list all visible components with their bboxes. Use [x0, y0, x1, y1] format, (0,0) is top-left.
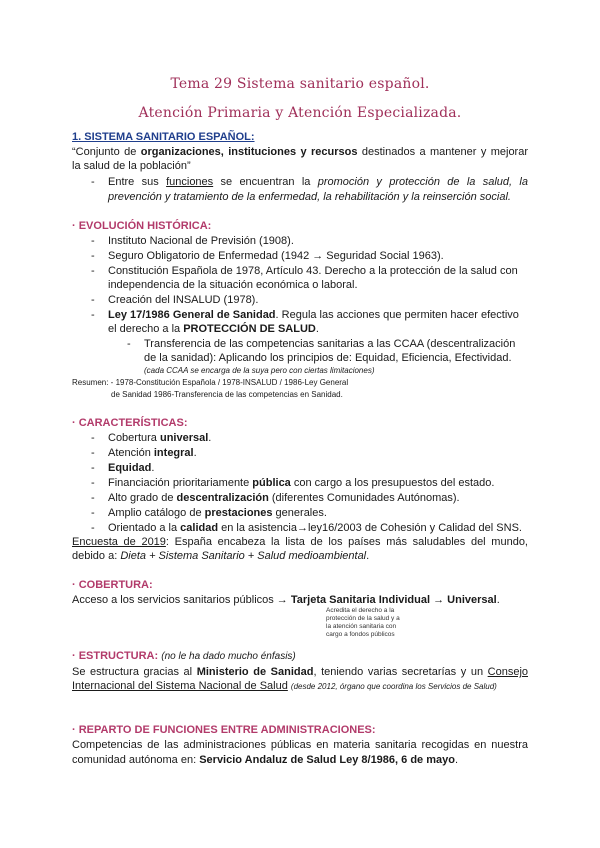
- encuesta-line2: debido a: Dieta + Sistema Sanitario + Salud medioambiental.: [72, 550, 370, 562]
- car-item-4: Financiación prioritariamente pública con cargo a los presupuestos del estado.: [108, 477, 495, 489]
- bullet-dash: -: [91, 492, 95, 504]
- car-item-5: Alto grado de descentralización (diferentes Comunidades Autónomas).: [108, 492, 460, 504]
- bullet-dash: -: [91, 432, 95, 444]
- bullet-dash: -: [91, 176, 95, 188]
- bullet-dash: -: [127, 338, 131, 350]
- evol-item-5a: Ley 17/1986 General de Sanidad. Regula las acciones que permiten hacer efectivo: [108, 309, 519, 321]
- doc-title-line1: Tema 29 Sistema sanitario español.: [170, 76, 430, 92]
- estructura-line1: Se estructura gracias al Ministerio de Sanidad, teniendo varias secretarías y un Consejo: [72, 666, 528, 678]
- section-heading-caracteristicas: · CARACTERÍSTICAS:: [72, 417, 188, 429]
- bullet-dash: -: [91, 294, 95, 306]
- tarjeta-note-line1: Acredita el derecho a la: [326, 607, 395, 614]
- car-item-2: Atención integral.: [108, 447, 197, 459]
- evol-item-3a: Constitución Española de 1978, Artículo 43. Derecho a la protección de la salud con: [108, 265, 518, 277]
- definition-line1: “Conjunto de organizaciones, instituciones y recursos destinados a mantener y mejorar: [72, 146, 529, 158]
- section-heading-evolucion: · EVOLUCIÓN HISTÓRICA:: [72, 220, 212, 232]
- cobertura-text: Acceso a los servicios sanitarios públicos → Tarjeta Sanitaria Individual → Universal.: [72, 594, 500, 606]
- tarjeta-note-line4: cargo a fondos públicos: [326, 631, 395, 638]
- bullet-dash: -: [91, 265, 95, 277]
- bullet-dash: -: [91, 477, 95, 489]
- tarjeta-note-line3: la atención sanitaria con: [326, 623, 397, 630]
- tarjeta-note-line2: protección de la salud y a: [326, 615, 400, 622]
- evol-item-1: Instituto Nacional de Previsión (1908).: [108, 235, 294, 247]
- bullet-dash: -: [91, 447, 95, 459]
- car-item-6: Amplio catálogo de prestaciones generales.: [108, 507, 327, 519]
- evol-item-3b: independencia de la situación económica o laboral.: [108, 279, 358, 291]
- bullet-dash: -: [91, 235, 95, 247]
- definition-line2: la salud de la población”: [72, 160, 191, 172]
- doc-title-line2: Atención Primaria y Atención Especializada.: [138, 105, 462, 121]
- car-item-7: Orientado a la calidad en la asistencia→ley16/2003 de Cohesión y Calidad del SNS.: [108, 522, 522, 534]
- bullet-dash: -: [91, 462, 95, 474]
- bullet-dash: -: [91, 522, 95, 534]
- resumen-line2: de Sanidad 1986-Transferencia de las competencias en Sanidad.: [111, 390, 343, 399]
- section-heading-estructura: · ESTRUCTURA: (no le ha dado mucho énfasis): [72, 650, 296, 662]
- section-heading-sistema: 1. SISTEMA SANITARIO ESPAÑOL:: [72, 131, 255, 143]
- bullet-dash: -: [91, 309, 95, 321]
- section-heading-cobertura: · COBERTURA:: [72, 579, 153, 591]
- car-item-1: Cobertura universal.: [108, 432, 212, 444]
- evol-sub-1b: de la sanidad): Aplicando los principios de: Equidad, Eficiencia, Efectividad.: [144, 352, 512, 364]
- resumen-line1: Resumen: - 1978-Constitución Española / 1978-INSALUD / 1986-Ley General: [72, 378, 349, 387]
- funciones-line1: Entre sus funciones se encuentran la promoción y protección de la salud, la: [108, 176, 528, 188]
- encuesta-line1: Encuesta de 2019: España encabeza la lista de los países más saludables del mundo,: [72, 536, 528, 548]
- bullet-dash: -: [91, 507, 95, 519]
- evol-item-4: Creación del INSALUD (1978).: [108, 294, 259, 306]
- car-item-3: Equidad.: [108, 462, 155, 474]
- reparto-line2: comunidad autónoma en: Servicio Andaluz de Salud Ley 8/1986, 6 de mayo.: [72, 754, 459, 766]
- evol-item-2: Seguro Obligatorio de Enfermedad (1942 → Seguridad Social 1963).: [108, 250, 444, 262]
- reparto-line1: Competencias de las administraciones públicas en materia sanitaria recogidas en nuestra: [72, 739, 528, 751]
- section-heading-reparto: · REPARTO DE FUNCIONES ENTRE ADMINISTRACIONES:: [72, 724, 376, 736]
- evol-sub-1a: Transferencia de las competencias sanitarias a las CCAA (descentralización: [144, 338, 516, 350]
- bullet-dash: -: [91, 250, 95, 262]
- funciones-line2: prevención y tratamiento de la enfermedad, la rehabilitación y la reinserción social.: [108, 191, 511, 203]
- evol-note: (cada CCAA se encarga de la suya pero con ciertas limitaciones): [144, 366, 375, 375]
- evol-item-5b: el derecho a la PROTECCIÓN DE SALUD.: [108, 323, 319, 335]
- estructura-line2: Internacional del Sistema Nacional de Salud (desde 2012, órgano que coordina los Servicios de Salud): [72, 680, 497, 692]
